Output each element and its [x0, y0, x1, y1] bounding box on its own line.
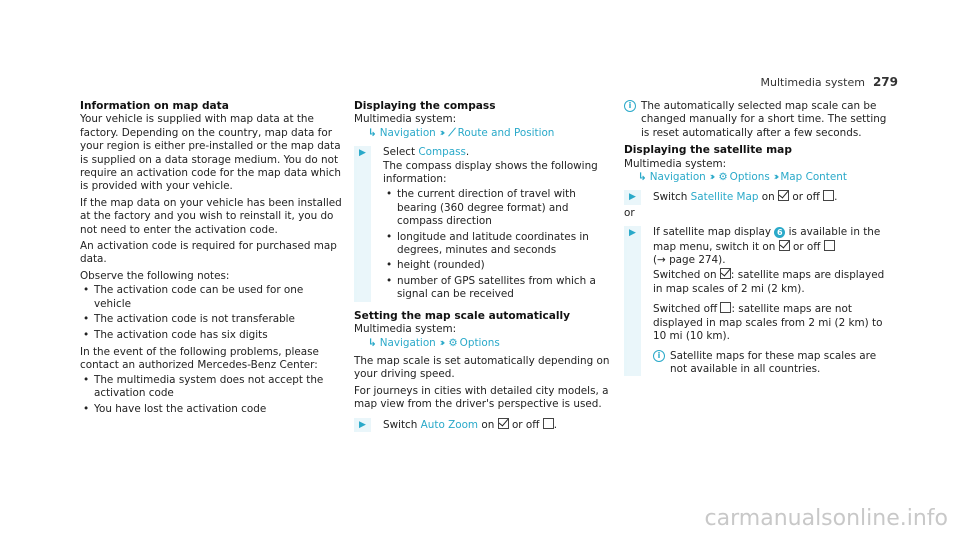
- path-route-position[interactable]: Route and Position: [457, 126, 555, 139]
- list-item: • the current direction of travel with bearing (360 degree format) and compass direction: [383, 188, 616, 228]
- paragraph: An activation code is required for purchased map data.: [80, 240, 337, 266]
- menu-path: [624, 171, 896, 184]
- list-item: • You have lost the activation code: [80, 403, 342, 416]
- path-options[interactable]: Options: [729, 171, 770, 184]
- step-text: If satellite map display: [653, 226, 771, 239]
- step-arrow-icon: ▶: [359, 148, 366, 159]
- checkbox-checked-icon: [498, 418, 509, 429]
- step-satellite-map: ▶ Switch Satellite Map on or off .: [624, 190, 896, 204]
- heading-satellite-map: Displaying the satellite map: [624, 144, 792, 157]
- info-note: [624, 100, 896, 140]
- step-text: or off: [792, 191, 820, 204]
- step-text: Select: [383, 146, 416, 159]
- step-text: or off: [792, 240, 821, 253]
- paragraph: If the map data on your vehicle has been installed at the factory and you wish to reinstall it, you do not need to enter the activation code.: [80, 196, 342, 236]
- checkbox-empty-icon: [824, 240, 835, 251]
- checkbox-empty-icon: [543, 418, 554, 429]
- gear-icon: ⚙: [448, 336, 458, 349]
- checkbox-empty-icon: [720, 302, 731, 313]
- step-text: : satellite maps are not displayed in map scales from 2 mi (2 km) to 10 mi (10 km).: [653, 303, 883, 343]
- page-number: 279: [872, 75, 898, 89]
- ms-label: Multimedia system:: [354, 323, 457, 336]
- info-icon: i: [624, 100, 636, 112]
- chevron-right-icon: ››: [439, 336, 443, 349]
- menu-arrow-icon: ↳: [368, 336, 377, 349]
- step-text: : satellite maps are displayed in map scales of 2 mi (2 km).: [653, 269, 885, 295]
- note-text: Satellite maps for these map scales are not available in all countries.: [670, 349, 877, 375]
- ms-label: Multimedia system:: [624, 157, 727, 170]
- checkbox-checked-icon: [778, 190, 789, 201]
- path-navigation[interactable]: Navigation: [379, 336, 436, 349]
- step-desc: The compass display shows the following information:: [383, 159, 598, 186]
- column-1: [80, 100, 342, 420]
- paragraph: For journeys in cities with detailed city models, a map view from the driver's perspective is used.: [354, 384, 609, 411]
- step-text: Switched off: [653, 303, 718, 316]
- or-label: or: [624, 206, 635, 219]
- menu-path: [354, 127, 616, 140]
- page-header: [761, 76, 898, 89]
- list-item: • height (rounded): [383, 259, 616, 272]
- path-options[interactable]: Options: [459, 336, 500, 349]
- paragraph: Your vehicle is supplied with map data at the factory. Depending on the country, map data for your region is either pre-installed or the map data is supplied on a data storage medium. You do not require an activation code for the map data which is provided with your vehicle.: [80, 113, 341, 193]
- section-title: Multimedia system: [760, 76, 865, 89]
- menu-arrow-icon: ↳: [638, 171, 647, 184]
- list-item: • longitude and latitude coordinates in degrees, minutes and seconds: [383, 231, 616, 258]
- paragraph: In the event of the following problems, please contact an authorized Mercedes-Benz Center:: [80, 345, 319, 372]
- step-text: on: [481, 418, 495, 431]
- column-2: [354, 100, 616, 440]
- note-text: The automatically selected map scale can be changed manually for a short time. The setting is reset automatically after a few seconds.: [641, 100, 887, 139]
- route-icon: ⟋: [448, 126, 456, 139]
- chevron-right-icon: ››: [709, 171, 713, 184]
- list-item: • The activation code has six digits: [80, 329, 342, 342]
- step-text: is available in the map menu, switch it on: [653, 226, 881, 253]
- ms-label: Multimedia system:: [354, 113, 457, 126]
- step-arrow-icon: ▶: [359, 419, 366, 430]
- compass-info-list: [383, 188, 616, 301]
- step-text: on: [761, 191, 775, 204]
- checkbox-empty-icon: [823, 190, 834, 201]
- list-item: • The multimedia system does not accept the activation code: [80, 374, 342, 401]
- paragraph: Observe the following notes:: [80, 269, 230, 282]
- heading-compass: Displaying the compass: [354, 100, 496, 112]
- problems-list: [80, 374, 342, 416]
- step-select-compass: ▶ Select Compass. The compass display shows the following information: • the current direction of travel with bearing (360 degree format) and compass direction • longitude and latitude coordinates in degrees, minutes and seconds • height (rounded) • number of GPS satellites from which a signal can be received: [354, 146, 616, 301]
- heading-map-data: Information on map data: [80, 100, 229, 112]
- gear-icon: ⚙: [718, 171, 728, 184]
- callout-number: 6: [774, 227, 785, 238]
- compass-link[interactable]: Compass: [418, 146, 466, 159]
- step-arrow-icon: ▶: [629, 192, 636, 203]
- menu-path: [354, 337, 616, 350]
- column-3: [624, 100, 896, 384]
- step-arrow-icon: ▶: [629, 228, 636, 239]
- path-navigation[interactable]: Navigation: [649, 171, 706, 184]
- step-auto-zoom: ▶ Switch Auto Zoom on or off .: [354, 418, 616, 432]
- list-item: • number of GPS satellites from which a signal can be received: [383, 275, 616, 302]
- page-reference[interactable]: (→ page 274).: [653, 254, 726, 267]
- paragraph: The map scale is set automatically depending on your driving speed.: [354, 354, 610, 381]
- step-text: Switch: [383, 418, 418, 431]
- heading-map-scale: Setting the map scale automatically: [354, 309, 571, 322]
- list-item: • The activation code is not transferable: [80, 313, 342, 326]
- path-navigation[interactable]: Navigation: [379, 126, 436, 139]
- checkbox-checked-icon: [720, 268, 731, 279]
- chevron-right-icon: ››: [773, 171, 777, 184]
- info-icon: i: [653, 350, 665, 362]
- step-text: or off: [511, 418, 540, 431]
- checkbox-checked-icon: [779, 240, 790, 251]
- notes-list: [80, 284, 342, 342]
- step-text: Switch: [653, 191, 688, 204]
- menu-arrow-icon: ↳: [368, 126, 377, 139]
- info-note: [653, 350, 896, 377]
- watermark: carmanualsonline.info: [704, 505, 948, 531]
- step-text: Switched on: [653, 269, 717, 282]
- auto-zoom-link[interactable]: Auto Zoom: [420, 418, 479, 431]
- step-satellite-display: [624, 226, 896, 376]
- chevron-right-icon: ››: [439, 126, 443, 139]
- satellite-map-link[interactable]: Satellite Map: [690, 191, 759, 204]
- path-map-content[interactable]: Map Content: [780, 171, 847, 184]
- list-item: • The activation code can be used for one vehicle: [80, 284, 342, 311]
